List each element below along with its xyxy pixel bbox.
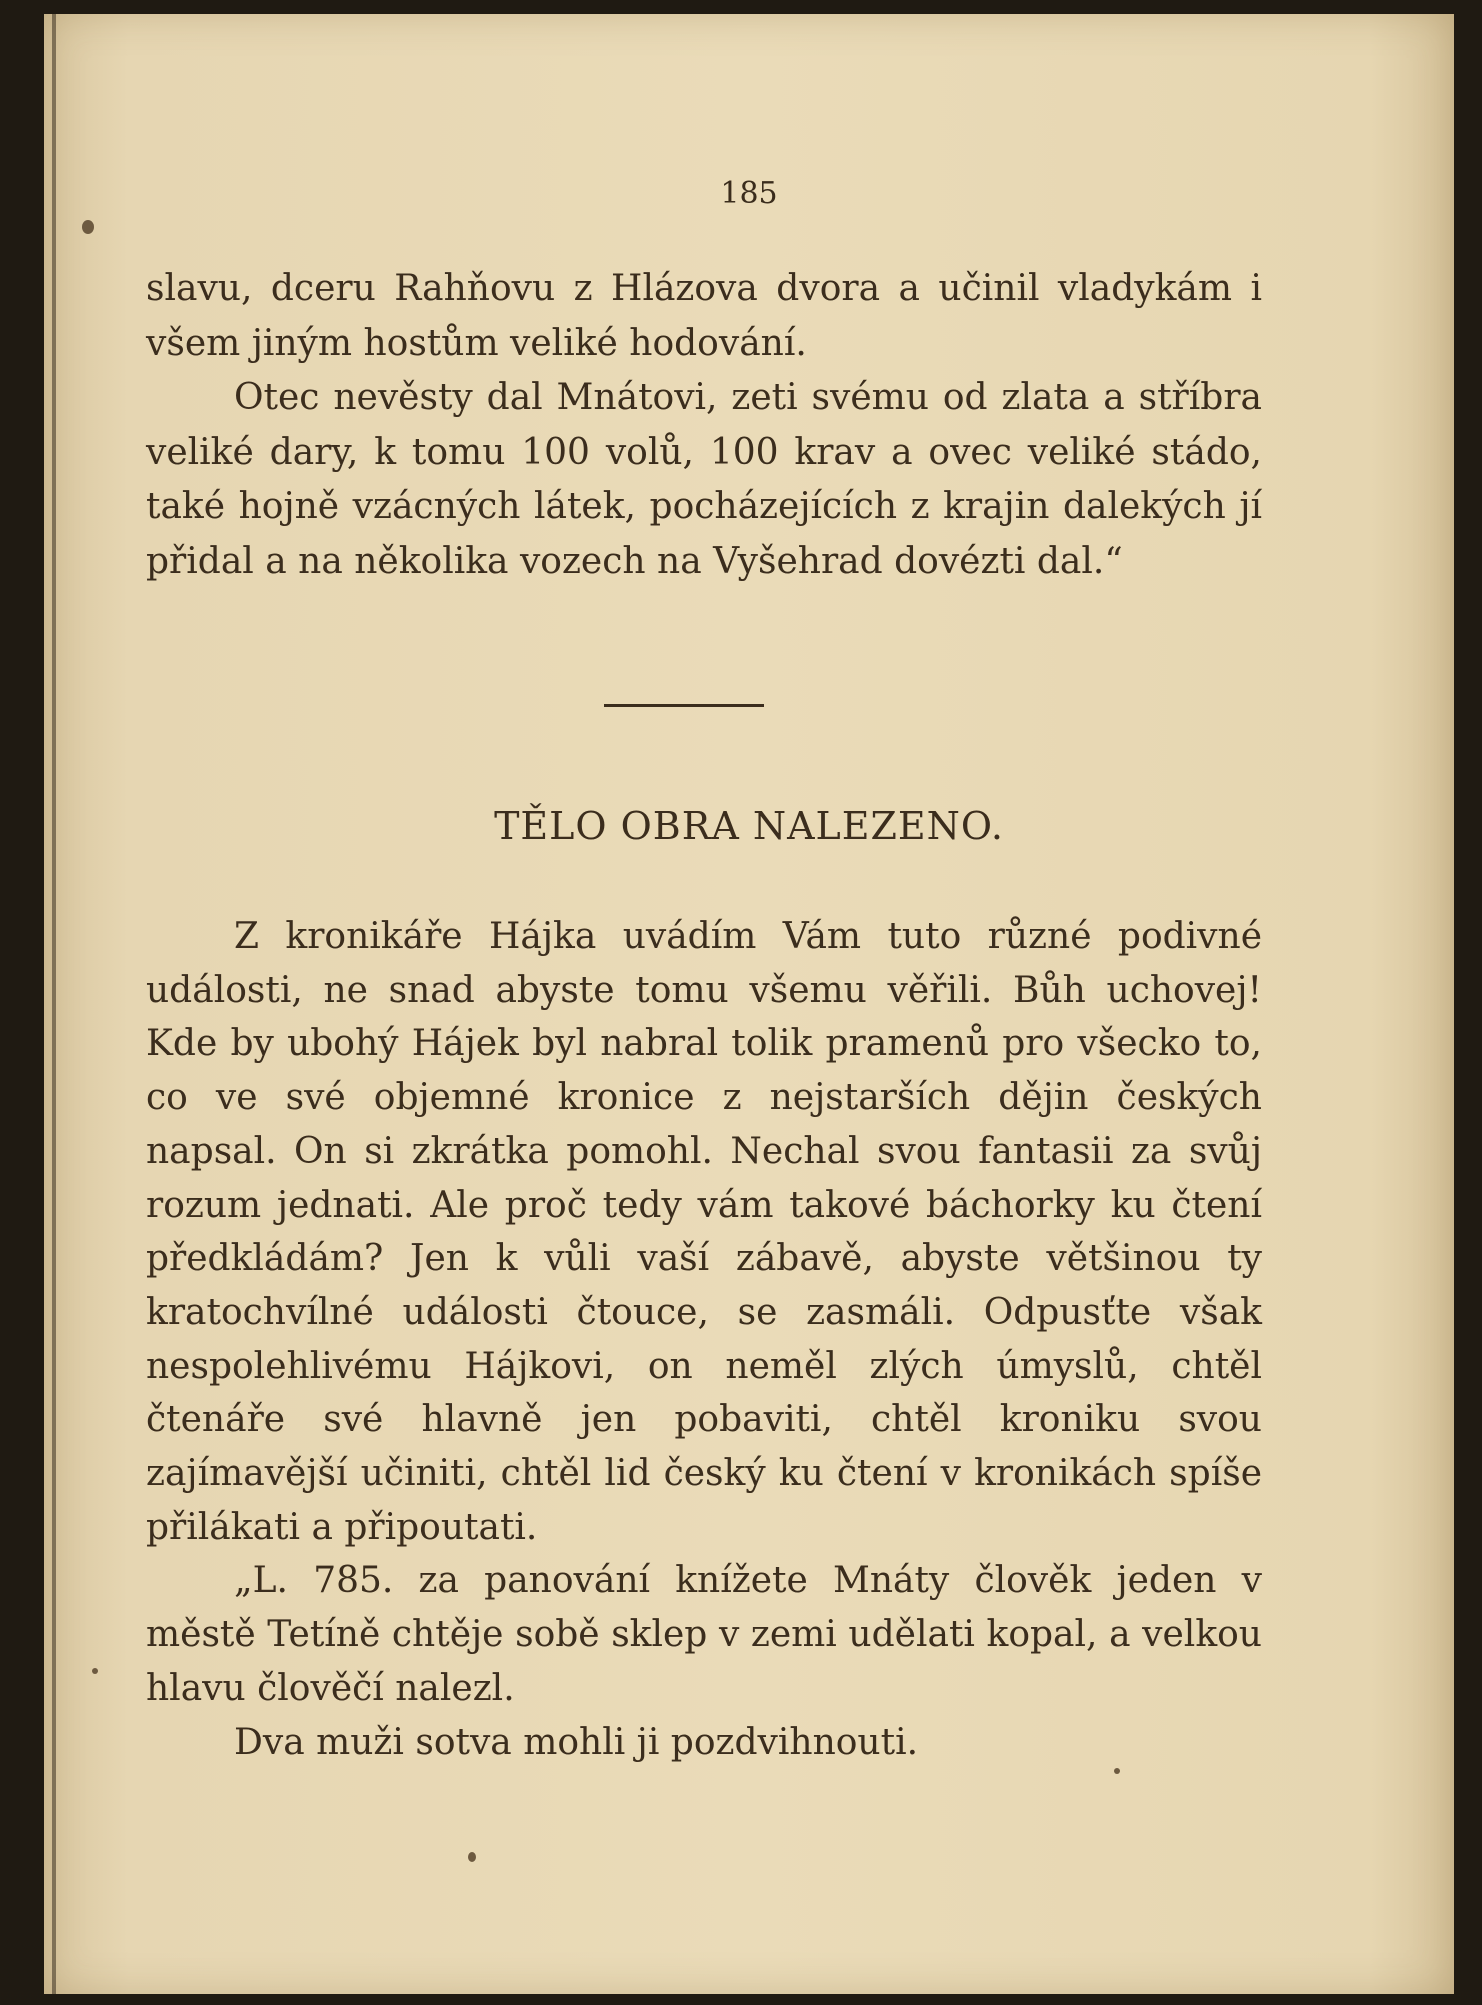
paper-speck — [468, 1852, 476, 1862]
book-page — [44, 14, 1454, 1994]
intro-paragraph: Z kronikáře Hájka uvádím Vám tuto různé podivné události, ne snad abyste tomu všemu věřili. Bůh uchovej! Kde by ubohý Hájek byl nabral tolik pramenů pro všecko to, co ve své objemné kronice z nejstarších dějin českých napsal. On si zkrátka pomohl. Nechal svou fantasii za svůj rozum jednati. Ale proč tedy vám takové báchorky ku čtení předkládám? Jen k vůli vaší zábavě, abyste většinou ty kratochvílné události čtouce, se zasmáli. Odpusťte však nespolehlivému Hájkovi, on neměl zlých úmyslů, chtěl čtenáře své hlavně jen pobaviti, chtěl kroniku svou zajímavější učiniti, chtěl lid český ku čtení v kronikách spíše přilákati a připoutati. — [146, 916, 1262, 1548]
dowry-paragraph: Otec nevěsty dal Mnátovi, zeti svému od zlata a stříbra veliké dary, k tomu 100 volů, 100 krav a ovec veliké stádo, také hojně vzácných látek, pocházejících z krajin dalekých jí přidal a na několika vozech na Vyšehrad dovézti dal.“ — [146, 377, 1262, 582]
page-number: 185 — [720, 176, 778, 211]
paper-speck — [82, 220, 94, 234]
section-divider — [604, 704, 764, 707]
final-paragraph: Dva muži sotva mohli ji pozdvihnouti. — [234, 1721, 919, 1763]
paper-speck — [92, 1668, 98, 1674]
lower-text-block — [146, 910, 1262, 1769]
section-heading: TĚLO OBRA NALEZENO. — [494, 804, 1004, 848]
quote-paragraph: „L. 785. za panování knížete Mnáty člověk jeden v městě Tetíně chtěje sobě sklep v zemi udělati kopal, a velkou hlavu člověčí nalezl. — [146, 1560, 1262, 1709]
page-gutter-edge — [52, 14, 56, 1994]
paper-speck — [1114, 1768, 1120, 1774]
continuation-paragraph: slavu, dceru Rahňovu z Hlázova dvora a učinil vladykám i všem jiným hostům veliké hodování. — [146, 268, 1262, 364]
upper-text-block — [146, 262, 1262, 589]
